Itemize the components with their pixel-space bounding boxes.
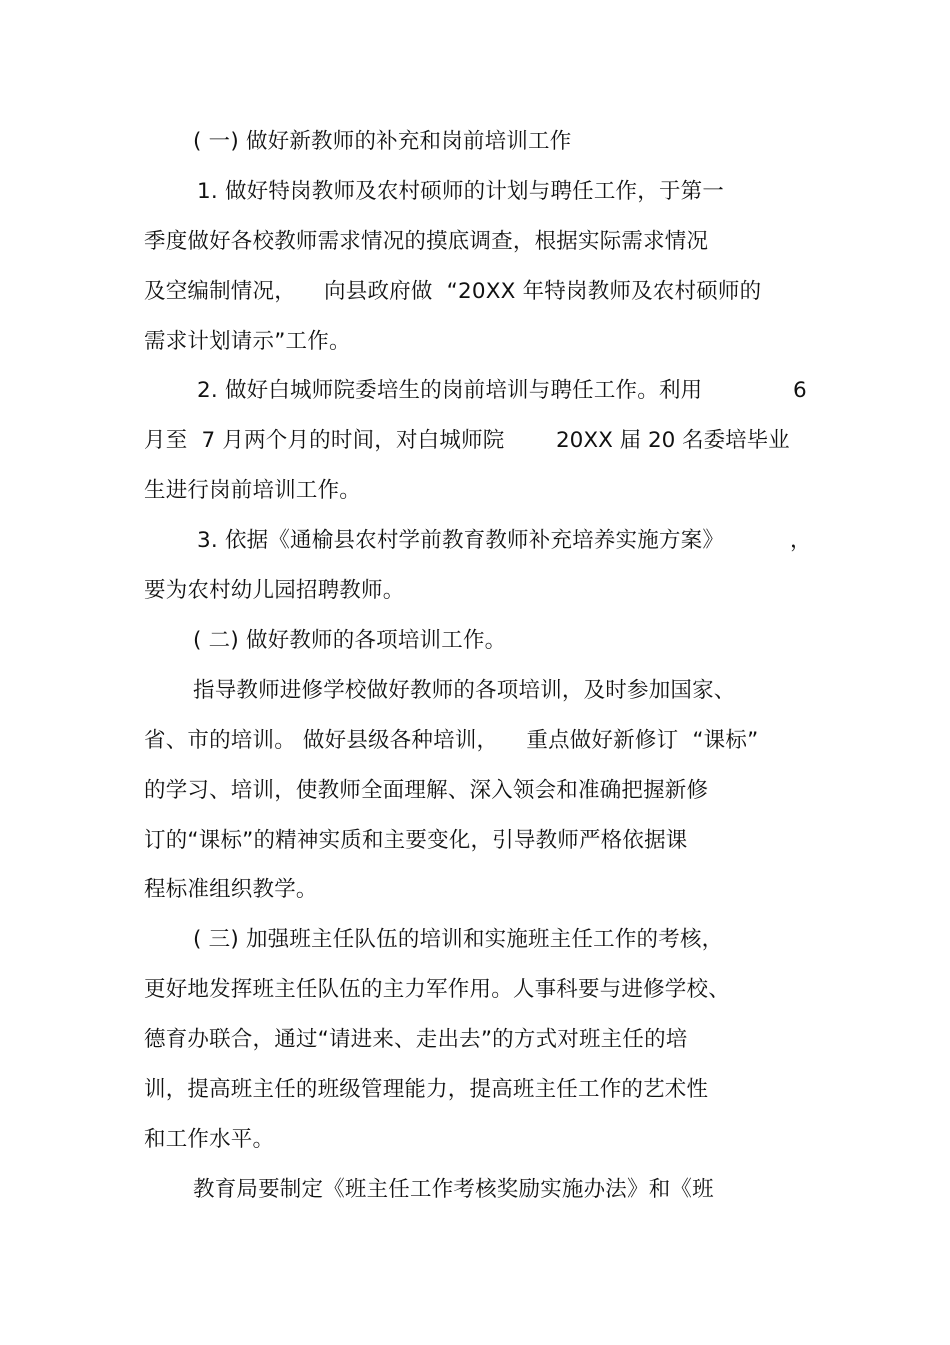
paragraph-line: 德育办联合，通过“请进来、走出去”的方式对班主任的培: [144, 1027, 688, 1052]
section-heading-3: ( 三) 加强班主任队伍的培训和实施班主任工作的考核，: [193, 927, 724, 952]
paragraph-fragment: 6: [793, 378, 807, 403]
paragraph-line: 月至 7 月两个月的时间，对白城师院: [144, 428, 505, 453]
paragraph-line: 更好地发挥班主任队伍的主力军作用。人事科要与进修学校、: [144, 977, 730, 1002]
paragraph-line: 及空编制情况， 向县政府做 “20XX 年特岗教师及农村硕师的: [144, 279, 762, 304]
paragraph-fragment: ，: [790, 528, 812, 553]
paragraph-line: 要为农村幼儿园招聘教师。: [144, 578, 405, 603]
paragraph-line: 3. 依据《通榆县农村学前教育教师补充培养实施方案》: [197, 528, 725, 553]
paragraph-line: 季度做好各校教师需求情况的摸底调查，根据实际需求情况: [144, 229, 709, 254]
paragraph-fragment: 20XX 届 20 名委培毕业: [556, 428, 790, 453]
paragraph-line: 训，提高班主任的班级管理能力，提高班主任工作的艺术性: [144, 1077, 709, 1102]
paragraph-line: 和工作水平。: [144, 1127, 275, 1152]
paragraph-line: 需求计划请示”工作。: [144, 329, 351, 354]
paragraph-line: 教育局要制定《班主任工作考核奖励实施办法》和《班: [193, 1177, 714, 1202]
paragraph-line: 订的“课标”的精神实质和主要变化，引导教师严格依据课: [144, 828, 688, 853]
paragraph-line: 1. 做好特岗教师及农村硕师的计划与聘任工作，于第一: [197, 179, 725, 204]
paragraph-line: 指导教师进修学校做好教师的各项培训，及时参加国家、: [193, 678, 736, 703]
section-heading-1: ( 一) 做好新教师的补充和岗前培训工作: [193, 129, 572, 154]
paragraph-line: 生进行岗前培训工作。: [144, 478, 362, 503]
section-heading-2: ( 二) 做好教师的各项培训工作。: [193, 628, 507, 653]
paragraph-line: 的学习、培训，使教师全面理解、深入领会和准确把握新修: [144, 778, 709, 803]
paragraph-line: 2. 做好白城师院委培生的岗前培训与聘任工作。利用: [197, 378, 703, 403]
paragraph-line: 程标准组织教学。: [144, 877, 318, 902]
paragraph-line: 省、市的培训。 做好县级各种培训， 重点做好新修订 “课标”: [144, 728, 759, 753]
